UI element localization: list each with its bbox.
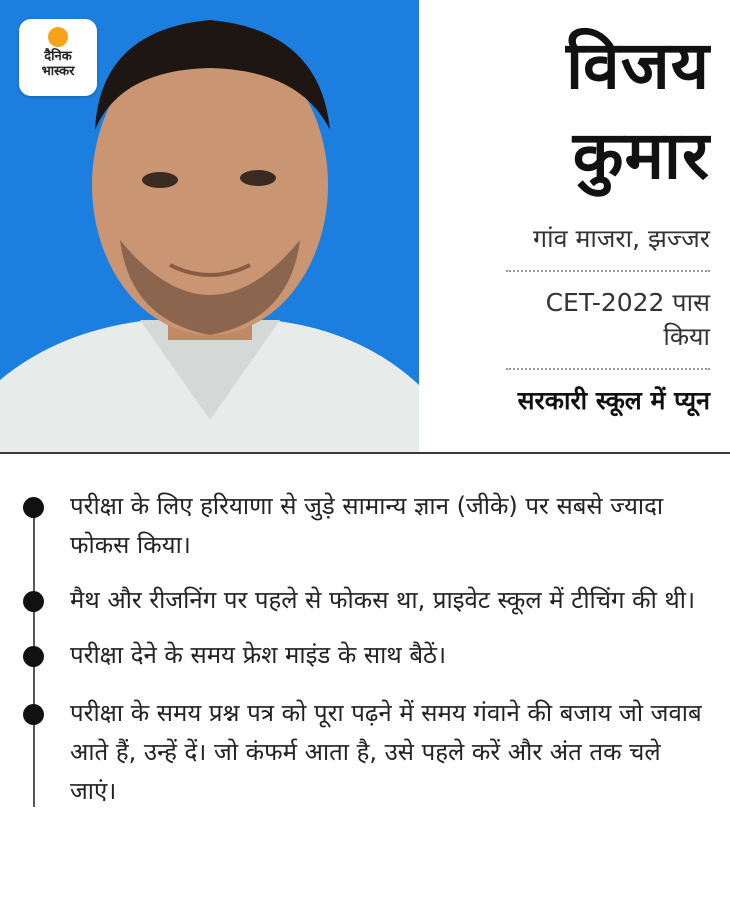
list-item <box>0 694 730 811</box>
list-item <box>0 487 730 565</box>
logo-text-line1: दैनिक <box>44 49 72 64</box>
right-eye <box>240 170 276 186</box>
exam-text: CET-2022 पास किया <box>506 272 710 370</box>
list-item <box>0 581 730 620</box>
bullet-dot-icon <box>23 646 44 667</box>
sun-icon <box>48 27 68 47</box>
logo-text-line2: भास्कर <box>41 64 75 79</box>
bullet-dot-icon <box>23 591 44 612</box>
bullet-dot-icon <box>23 497 44 518</box>
tip-text: परीक्षा देने के समय फ्रेश माइंड के साथ बैठें। <box>70 641 447 669</box>
left-eye <box>142 172 178 188</box>
tip-text: मैथ और रीजनिंग पर पहले से फोकस था, प्राइवेट स्कूल में टीचिंग की थी। <box>70 586 696 614</box>
bullet-dot-icon <box>23 704 44 725</box>
tip-text: परीक्षा के लिए हरियाणा से जुड़े सामान्य ज्ञान (जीके) पर सबसे ज्यादा फोकस किया। <box>70 492 664 559</box>
village-text: गांव माजरा, झज्जर <box>506 214 710 272</box>
section-divider <box>0 452 730 454</box>
profile-photo <box>0 0 419 452</box>
tips-list <box>0 475 730 811</box>
profile-info-panel <box>430 0 710 452</box>
job-text: सरकारी स्कूल में प्यून <box>517 386 710 415</box>
person-name-last: कुमार <box>572 117 710 194</box>
person-name-first: विजय <box>565 27 710 104</box>
list-item <box>0 636 730 675</box>
dainik-bhaskar-logo <box>19 19 97 96</box>
tip-text: परीक्षा के समय प्रश्न पत्र को पूरा पढ़ने में समय गंवाने की बजाय जो जवाब आते हैं, उन्हें दें। जो कंफर्म आता है, उसे पहले करें और अंत तक चले जाएं। <box>70 699 702 805</box>
